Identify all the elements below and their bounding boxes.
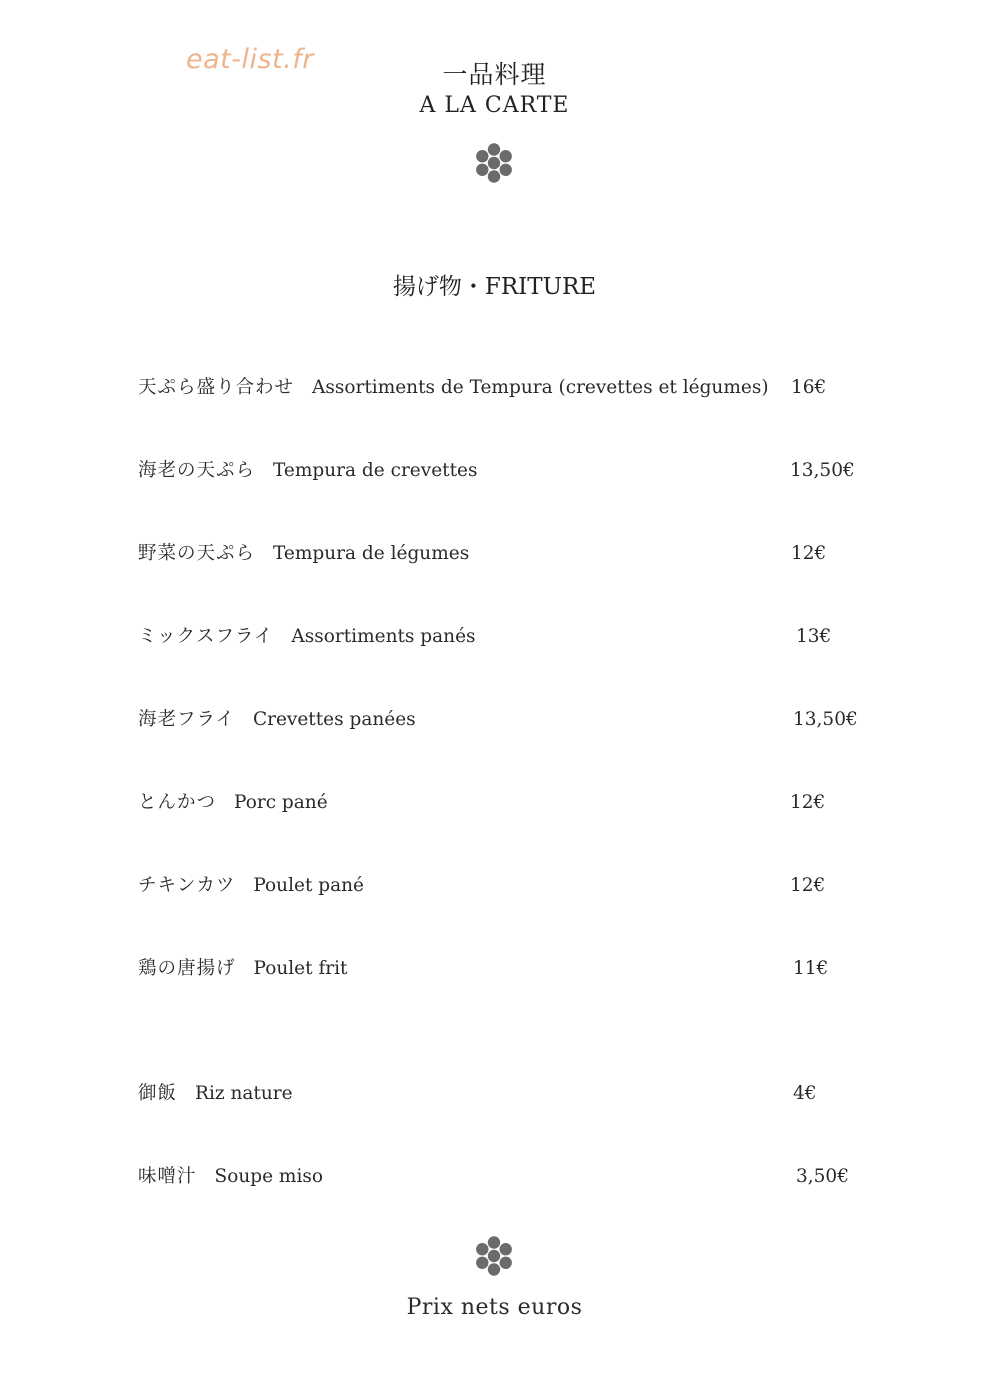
menu-item-fr: Riz nature [195, 1083, 293, 1104]
menu-item-price: 13€ [796, 626, 832, 647]
menu-item [138, 539, 469, 569]
menu-item-fr: Poulet frit [253, 958, 348, 979]
menu-item [138, 788, 328, 818]
menu-item-jp: チキンカツ [138, 875, 236, 896]
page-title: A LA CARTE [419, 93, 570, 118]
menu-item-jp: 味噌汁 [138, 1166, 197, 1187]
menu-item-jp: 鶏の唐揚げ [138, 958, 236, 979]
page-title-jp: 一品料理 [442, 60, 547, 89]
menu-item-price: 12€ [790, 792, 826, 813]
menu-item-price: 13,50€ [790, 460, 855, 481]
menu-item-fr: Tempura de crevettes [273, 460, 478, 481]
menu-item-price: 11€ [793, 958, 829, 979]
menu-item-fr: Crevettes panées [252, 709, 416, 730]
menu-item [138, 871, 364, 901]
menu-item-jp: ミックスフライ [138, 626, 274, 647]
menu-item [138, 954, 348, 984]
menu-item-fr: Tempura de légumes [273, 543, 470, 564]
menu-item-jp: 天ぷら盛り合わせ [138, 377, 295, 398]
menu-item-price: 4€ [793, 1083, 817, 1104]
menu-item-price: 12€ [790, 875, 826, 896]
menu-item-fr: Assortiments de Tempura (crevettes et légumes) [312, 377, 769, 398]
menu-item-fr: Assortiments panés [291, 626, 476, 647]
menu-item-price: 13,50€ [793, 709, 858, 730]
menu-item-fr: Soupe miso [214, 1166, 324, 1187]
menu-item [138, 622, 476, 652]
menu-item [138, 373, 769, 403]
menu-item-price: 3,50€ [796, 1166, 849, 1187]
menu-item-jp: 海老フライ [138, 709, 235, 730]
menu-item [138, 1079, 293, 1109]
flower-ornament-icon [472, 141, 516, 185]
menu-item-jp: とんかつ [138, 792, 217, 813]
menu-item-fr: Porc pané [234, 792, 328, 813]
flower-ornament-icon [472, 1234, 516, 1278]
menu-item-jp: 御飯 [138, 1083, 178, 1104]
menu-item-price: 12€ [791, 543, 827, 564]
menu-item [138, 705, 416, 735]
watermark: eat-list.fr [186, 44, 314, 75]
menu-item-price: 16€ [791, 377, 827, 398]
section-title: 揚げ物・FRITURE [392, 274, 597, 300]
menu-item-jp: 海老の天ぷら [138, 460, 256, 481]
menu-item [138, 1162, 323, 1192]
footer-note: Prix nets euros [406, 1295, 583, 1320]
menu-item-jp: 野菜の天ぷら [138, 543, 256, 564]
menu-item-fr: Poulet pané [253, 875, 364, 896]
menu-item [138, 456, 477, 486]
